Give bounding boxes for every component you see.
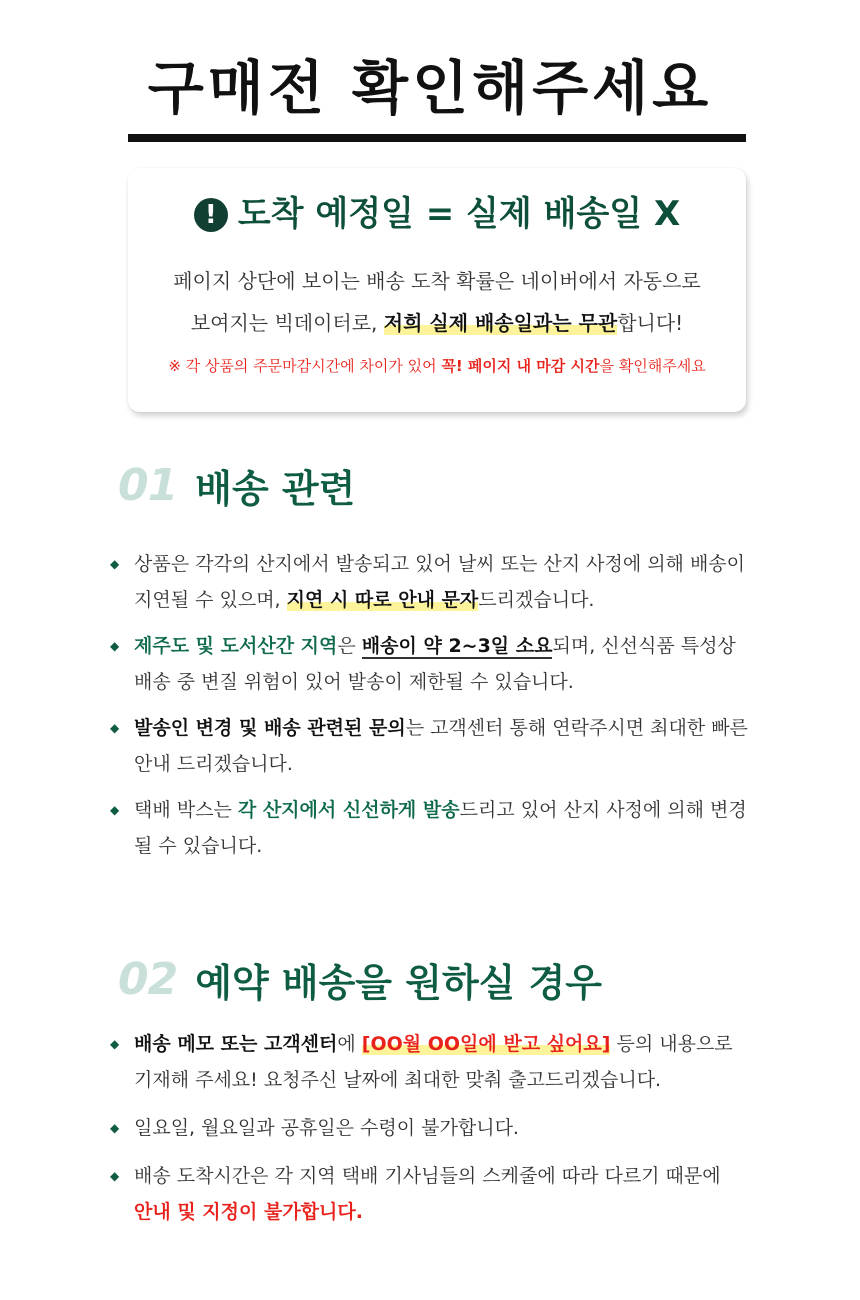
list-item: [110, 546, 790, 618]
notice-note: [128, 354, 746, 378]
item-text: 기재해 주세요! 요청주신 날짜에 최대한 맞춰 출고드리겠습니다.: [134, 1069, 662, 1091]
notice-card: [128, 168, 746, 412]
item-red-text: 안내 및 지정이 불가합니다.: [134, 1201, 363, 1223]
item-text: 드리고 있어 산지 사정에 의해 변경: [459, 799, 747, 821]
item-bold-text: 발송인 변경 및 배송 관련된 문의: [134, 717, 406, 739]
notice-line-2-pre: 보여지는 빅데이터로,: [190, 311, 384, 335]
item-text: 될 수 있습니다.: [134, 835, 263, 857]
section-1-list: [110, 546, 790, 874]
item-green-text: 제주도 및 도서산간 지역: [134, 635, 338, 657]
list-item: [110, 1110, 790, 1146]
list-item: [110, 1026, 790, 1098]
diamond-bullet-icon: ◆: [110, 721, 120, 735]
list-item: [110, 710, 790, 782]
section-1-header: [118, 458, 355, 514]
item-text: 상품은 각각의 산지에서 발송되고 있어 날씨 또는 산지 사정에 의해 배송이: [134, 553, 746, 575]
notice-heading: [128, 192, 746, 236]
list-item: [110, 1158, 790, 1230]
item-text: 안내 드리겠습니다.: [134, 753, 293, 775]
diamond-bullet-icon: ◆: [110, 1121, 120, 1135]
notice-line-2-post: 합니다!: [617, 311, 684, 335]
section-2-title: 예약 배송을 원하실 경우: [195, 961, 603, 1005]
list-item: [110, 628, 790, 700]
notice-note-post: 을 확인해주세요: [599, 357, 706, 375]
item-text: 는 고객센터 통해 연락주시면 최대한 빠른: [405, 717, 748, 739]
item-text: 택배 박스는: [134, 799, 238, 821]
item-text: 배송 중 변질 위험이 있어 발송이 제한될 수 있습니다.: [134, 671, 574, 693]
item-red-highlight: [OO월 OO일에 받고 싶어요]: [361, 1033, 611, 1055]
item-text: 되며, 신선식품 특성상: [552, 635, 736, 657]
item-highlight: 지연 시 따로 안내 문자: [286, 589, 479, 611]
item-text: 드리겠습니다.: [478, 589, 595, 611]
title-divider: [128, 134, 746, 142]
notice-line-1: 페이지 상단에 보이는 배송 도착 확률은 네이버에서 자동으로: [173, 269, 701, 293]
item-text: 에: [337, 1033, 362, 1055]
diamond-bullet-icon: ◆: [110, 803, 120, 817]
section-1-title: 배송 관련: [195, 467, 356, 511]
notice-line-2: [128, 308, 746, 338]
item-text: 등의 내용으로: [610, 1033, 733, 1055]
notice-line-2-highlight: 저희 실제 배송일과는 무관: [383, 311, 618, 335]
notice-note-bold: 꼭! 페이지 내 마감 시간: [441, 357, 600, 375]
page-title: 구매전 확인해주세요: [147, 54, 713, 122]
exclamation-icon: !: [194, 198, 228, 232]
section-2-list: [110, 1026, 790, 1242]
section-2-header: [118, 952, 602, 1008]
item-green-text: 각 산지에서 신선하게 발송: [237, 799, 460, 821]
item-text: 지연될 수 있으며,: [134, 589, 287, 611]
item-underline-text: 배송이 약 2~3일 소요: [361, 635, 553, 657]
item-text: 은: [337, 635, 362, 657]
diamond-bullet-icon: ◆: [110, 1037, 120, 1051]
notice-heading-text: 도착 예정일 = 실제 배송일 X: [237, 194, 681, 234]
item-text: 일요일, 월요일과 공휴일은 수령이 불가합니다.: [134, 1117, 519, 1139]
notice-note-pre: ※ 각 상품의 주문마감시간에 차이가 있어: [168, 357, 442, 375]
diamond-bullet-icon: ◆: [110, 639, 120, 653]
item-text: 배송 도착시간은 각 지역 택배 기사님들의 스케줄에 따라 다르기 때문에: [134, 1165, 721, 1187]
item-bold-text: 배송 메모 또는 고객센터: [134, 1033, 338, 1055]
list-item: [110, 792, 790, 864]
diamond-bullet-icon: ◆: [110, 557, 120, 571]
section-1-number: 01: [118, 460, 178, 511]
section-2-number: 02: [118, 954, 178, 1005]
diamond-bullet-icon: ◆: [110, 1169, 120, 1183]
